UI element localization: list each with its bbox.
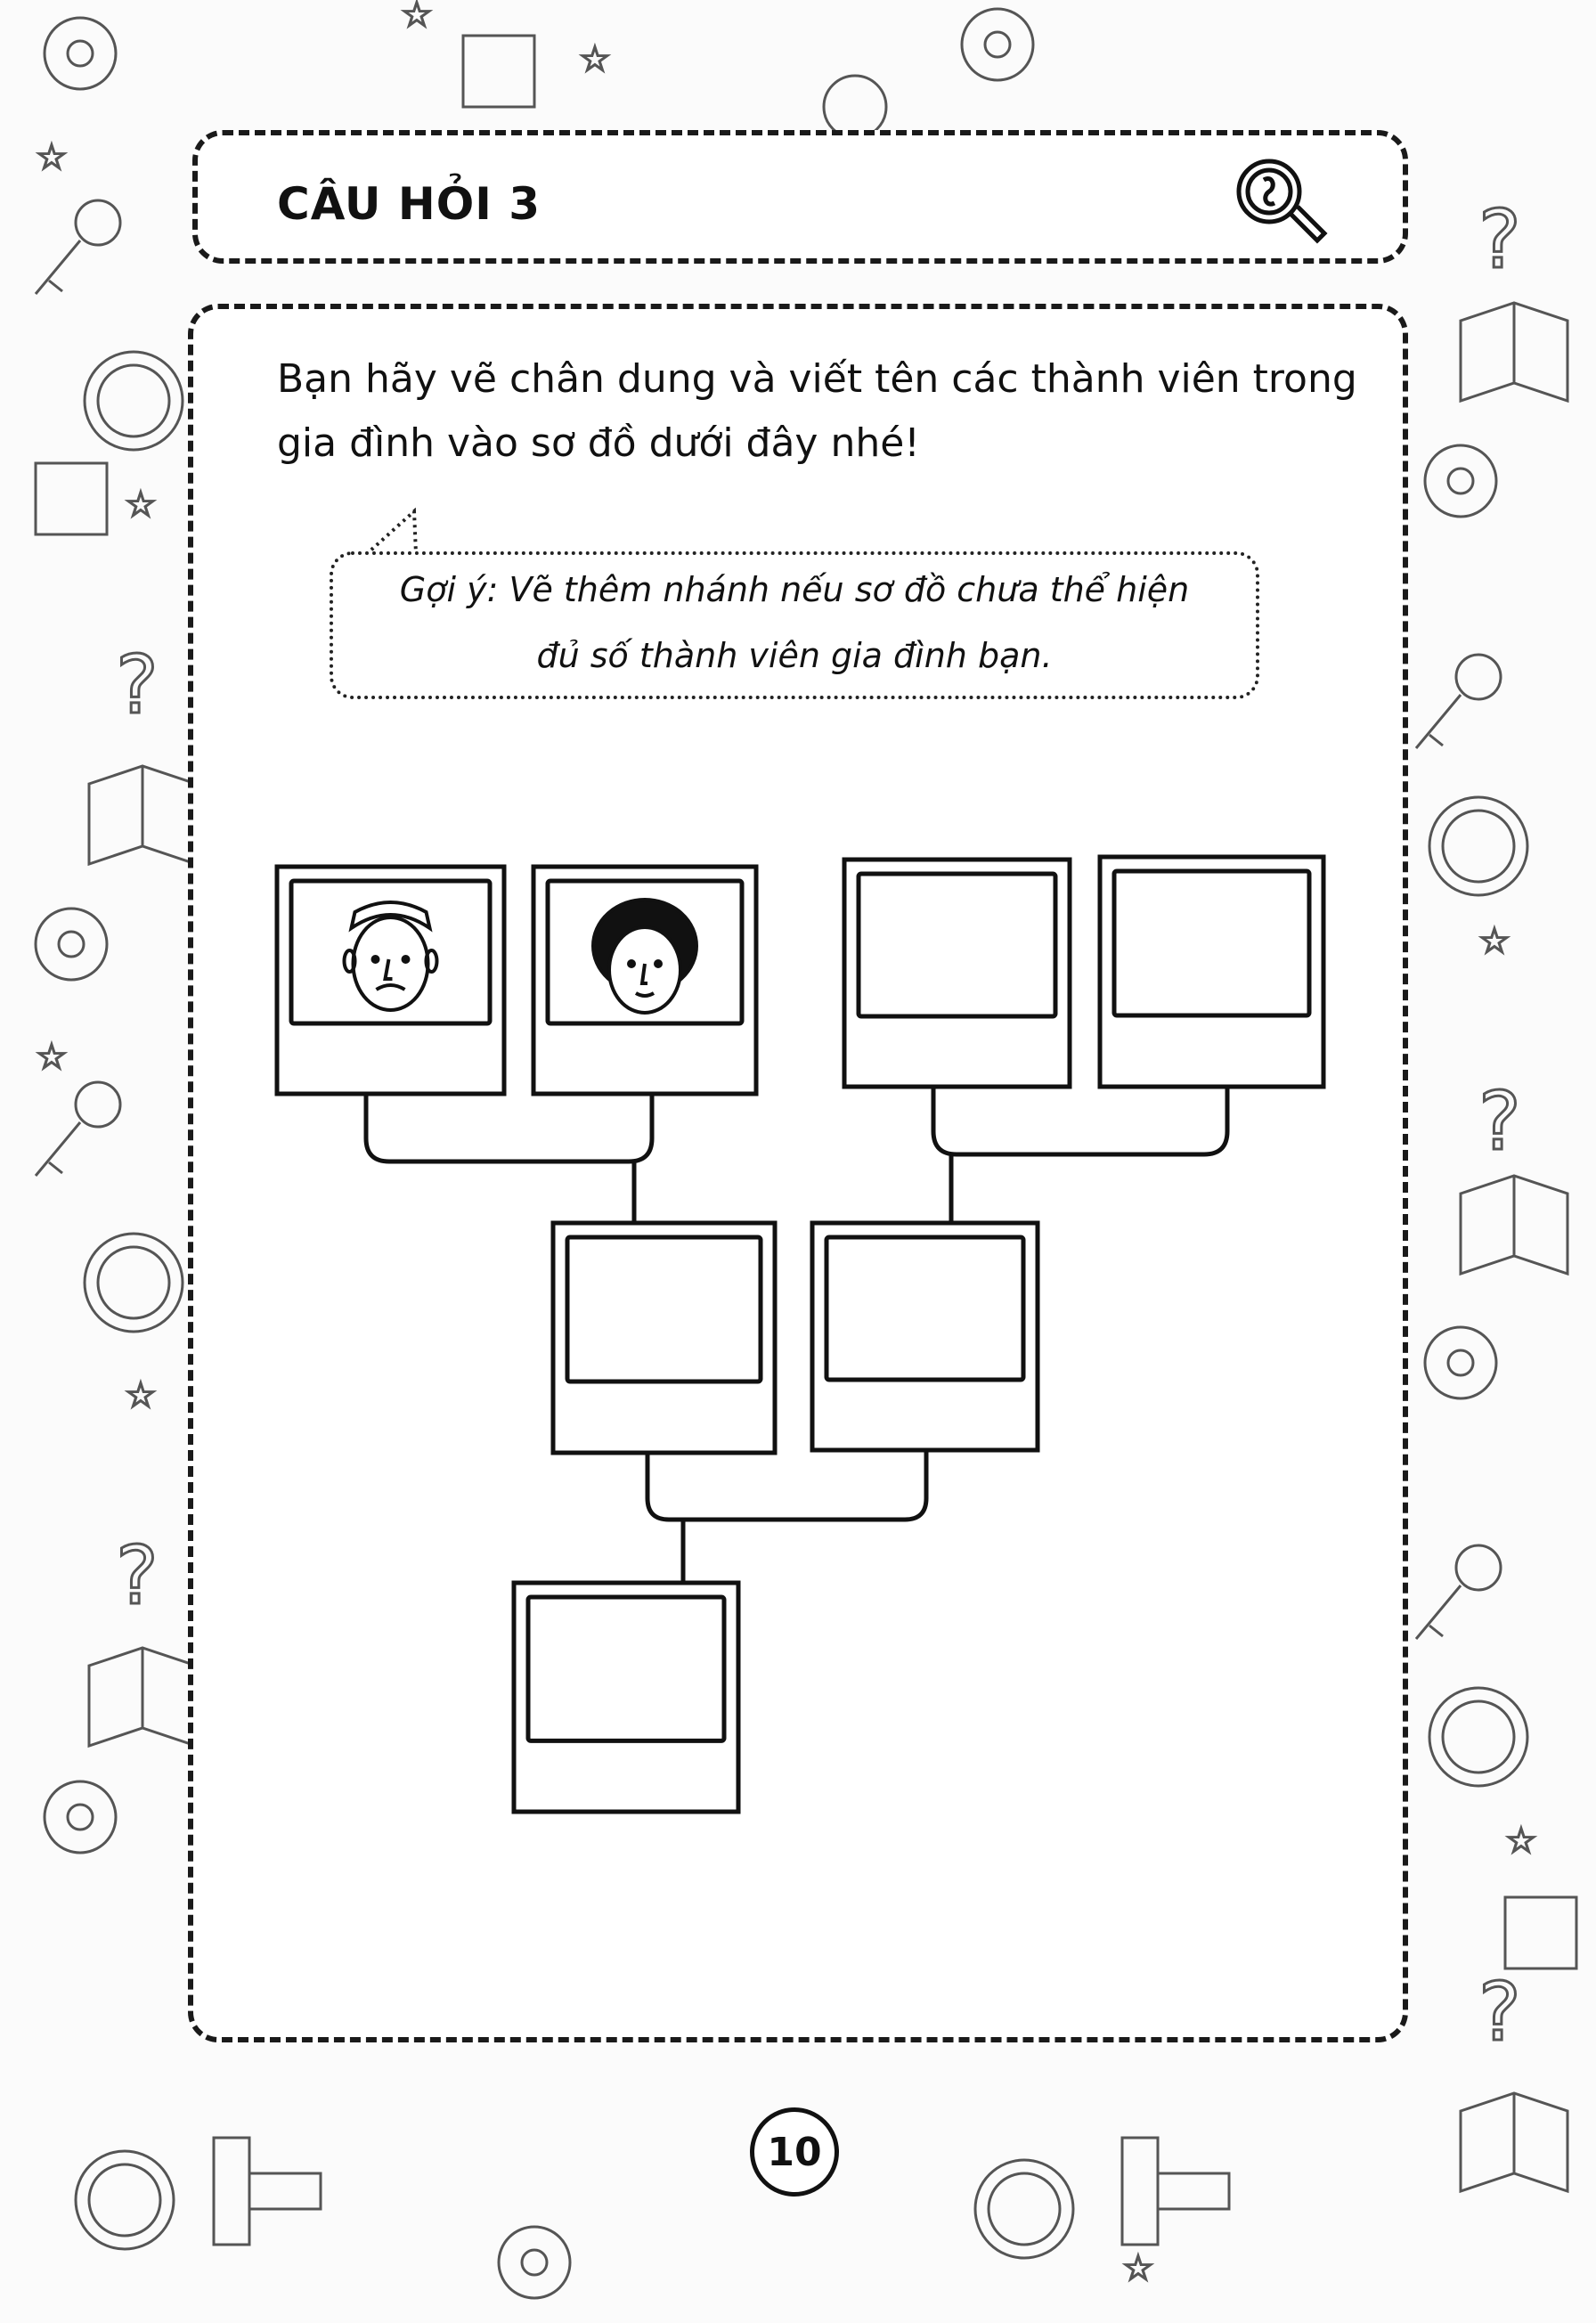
portrait-area[interactable] — [826, 1237, 1023, 1380]
svg-text:☆: ☆ — [36, 1037, 68, 1078]
svg-text:☆: ☆ — [36, 137, 68, 178]
svg-text:?: ? — [116, 1529, 159, 1623]
connector-parents — [647, 1452, 926, 1583]
svg-text:?: ? — [1478, 193, 1521, 287]
hint-line-1: Gợi ý: Vẽ thêm nhánh nếu sơ đồ chưa thể hiện — [399, 570, 1190, 609]
hint-line-2: đủ số thành viên gia đình bạn. — [536, 636, 1053, 675]
photo-frame-parent-1 — [553, 1223, 775, 1453]
svg-text:☆: ☆ — [579, 39, 611, 80]
svg-text:☆: ☆ — [125, 1375, 157, 1416]
svg-text:☆: ☆ — [1478, 921, 1510, 962]
svg-text:☆: ☆ — [1122, 2248, 1154, 2289]
photo-frame-child — [514, 1583, 738, 1812]
photo-frame-grandfather-1 — [277, 867, 504, 1094]
connector-grandparents-right — [933, 1087, 1227, 1223]
svg-text:?: ? — [116, 639, 159, 732]
connector-grandparents-left — [366, 1094, 652, 1223]
portrait-area[interactable] — [567, 1237, 761, 1382]
portrait-area[interactable] — [1114, 871, 1309, 1015]
photo-frame-parent-2 — [812, 1223, 1038, 1450]
question-title: CÂU HỎI 3 — [277, 178, 542, 230]
photo-frame-grandparent-3 — [844, 860, 1070, 1087]
instruction-line-2: gia đình vào sơ đồ dưới đây nhé! — [277, 420, 920, 466]
svg-text:☆: ☆ — [401, 0, 433, 36]
svg-text:☆: ☆ — [125, 485, 157, 526]
portrait-area[interactable] — [859, 874, 1055, 1016]
svg-text:☆: ☆ — [1505, 1821, 1537, 1862]
svg-text:?: ? — [1478, 1075, 1521, 1169]
instruction-line-1: Bạn hãy vẽ chân dung và viết tên các thành viên trong — [277, 356, 1357, 402]
photo-frame-grandmother-1 — [533, 867, 756, 1094]
portrait-area[interactable] — [528, 1597, 724, 1740]
page-number: 10 — [750, 2107, 839, 2197]
photo-frame-grandparent-4 — [1100, 857, 1323, 1087]
svg-text:?: ? — [1478, 1966, 1521, 2059]
